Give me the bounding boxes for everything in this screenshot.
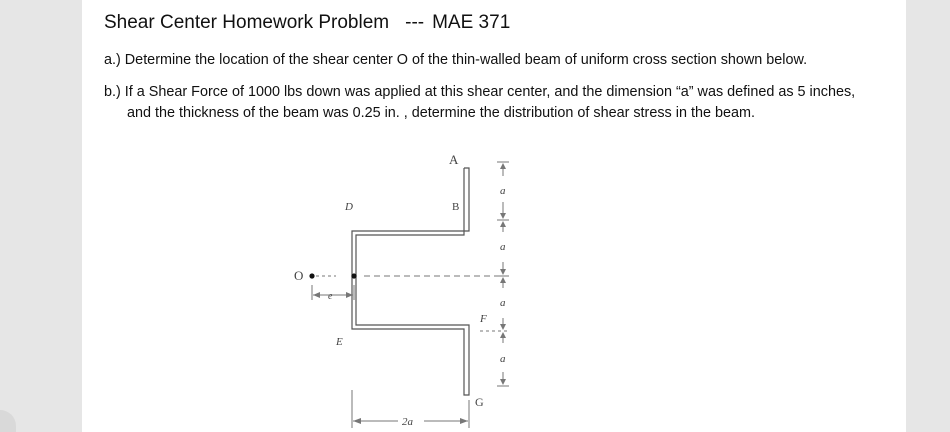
label-D: D <box>345 201 353 213</box>
label-F: F <box>480 313 487 325</box>
beam-cross-section-figure <box>82 0 906 432</box>
question-b-line2: and the thickness of the beam was 0.25 in. , determine the distribution of shear stress in the beam. <box>127 105 755 121</box>
label-e: e <box>328 291 333 302</box>
twoa-arrow-left <box>353 418 361 424</box>
question-a: a.) Determine the location of the shear center O of the thin-walled beam of uniform cross section shown below. <box>104 52 808 68</box>
label-O: O <box>294 268 304 283</box>
label-2a: 2a <box>402 416 413 428</box>
course-code: MAE 371 <box>432 12 511 33</box>
title-separator: --- <box>405 12 425 33</box>
label-a3: a <box>500 297 506 309</box>
label-a2: a <box>500 241 506 253</box>
question-b-line1: b.) If a Shear Force of 1000 lbs down was applied at this shear center, and the dimension “a” was defined as 5 inches, <box>104 84 856 100</box>
e-arrow-left <box>313 292 320 298</box>
label-a1: a <box>500 185 506 197</box>
label-a4: a <box>500 353 506 365</box>
document-page <box>82 0 906 432</box>
web-point <box>351 273 356 278</box>
shear-center-point <box>309 273 314 278</box>
label-G: G <box>475 395 484 409</box>
title-text: Shear Center Homework Problem <box>104 12 390 33</box>
label-A: A <box>449 152 459 167</box>
twoa-arrow-right <box>460 418 468 424</box>
corner-decoration <box>0 410 16 432</box>
label-B: B <box>452 201 460 213</box>
label-E: E <box>336 336 343 348</box>
